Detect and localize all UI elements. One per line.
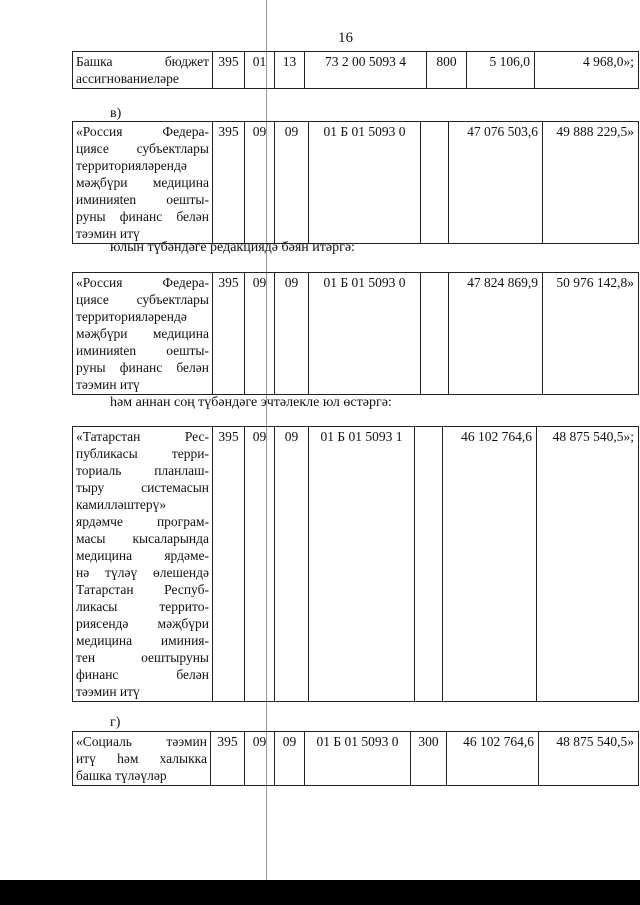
name-line: башка түләүләр (76, 768, 167, 783)
name-line: территорияләрендә (76, 309, 187, 324)
section-marker-v: в) (110, 106, 122, 121)
name-line: мәҗбүри медицина (76, 326, 209, 341)
target-article-cell: 01 Б 01 5093 1 (309, 427, 415, 702)
name-line: публикасы терри- (76, 446, 209, 461)
expense-type-cell (421, 273, 449, 395)
expense-type-cell (421, 122, 449, 244)
page-number: 16 (338, 30, 353, 46)
name-line: территорияләрендә (76, 158, 187, 173)
expense-type-cell: 800 (427, 52, 467, 89)
target-article-cell: 73 2 00 5093 4 (305, 52, 427, 89)
ministry-code-cell: 395 (213, 427, 245, 702)
name-line: риясендә мәҗбүри (76, 616, 209, 631)
name-line: руны финанс белән (76, 360, 209, 375)
table-row (73, 52, 639, 89)
section-code-cell: 09 (245, 122, 275, 244)
row-name-cell (73, 273, 213, 395)
name-line: камилләштерү» (76, 497, 167, 512)
name-line: нә түләү өлешендә (76, 565, 209, 580)
ministry-code-cell: 395 (213, 122, 245, 244)
table-row (73, 122, 639, 244)
name-line: «Социаль тәэмин (76, 734, 207, 749)
name-line: иминияten оешты- (76, 343, 209, 358)
amount-year1-cell: 47 076 503,6 (449, 122, 543, 244)
name-line: мәҗбүри медицина (76, 175, 209, 190)
name-line: тәэмин итү (76, 684, 140, 699)
row-name-cell (73, 732, 211, 786)
budget-table-top (72, 51, 639, 89)
name-line: медицина ярдәме- (76, 548, 209, 563)
name-line: тәэмин итү (76, 226, 140, 241)
ministry-code-cell: 395 (211, 732, 245, 786)
name-line: Татарстан Респуб- (76, 582, 209, 597)
amount-year2-cell: 48 875 540,5»; (537, 427, 639, 702)
name-line: тыру системасын (76, 480, 209, 495)
table-row (73, 732, 639, 786)
name-line: итү һәм халыкка (76, 751, 207, 766)
name-line: ликасы террито- (76, 599, 209, 614)
ministry-code-cell: 395 (213, 52, 245, 89)
amount-year2-cell: 48 875 540,5» (539, 732, 639, 786)
target-article-cell: 01 Б 01 5093 0 (309, 273, 421, 395)
budget-table-v-old (72, 121, 639, 244)
amount-year1-cell: 5 106,0 (467, 52, 535, 89)
subsection-code-cell: 09 (275, 427, 309, 702)
expense-type-cell (415, 427, 443, 702)
amount-year1-cell: 46 102 764,6 (443, 427, 537, 702)
amount-year2-cell: 50 976 142,8» (543, 273, 639, 395)
name-line: ярдәмче програм- (76, 514, 209, 529)
name-line: циясе субъектлары (76, 292, 209, 307)
name-line: медицина иминия- (76, 633, 209, 648)
section-code-cell: 09 (245, 732, 275, 786)
name-line: тәэмин итү (76, 377, 140, 392)
name-line: «Россия Федера- (76, 124, 209, 139)
name-line: руны финанс белән (76, 209, 209, 224)
amount-year2-cell: 49 888 229,5» (543, 122, 639, 244)
section-code-cell: 01 (245, 52, 275, 89)
row-name-cell (73, 122, 213, 244)
target-article-cell: 01 Б 01 5093 0 (305, 732, 411, 786)
subsection-code-cell: 09 (275, 732, 305, 786)
subsection-code-cell: 13 (275, 52, 305, 89)
name-line: ториаль планлаш- (76, 463, 209, 478)
name-line: «Татарстан Рес- (76, 429, 209, 444)
row-name-cell (73, 427, 213, 702)
table-row (73, 427, 639, 702)
subsection-code-cell: 09 (275, 273, 309, 395)
amount-year1-cell: 47 824 869,9 (449, 273, 543, 395)
section-marker-g: г) (110, 715, 121, 730)
section-code-cell: 09 (245, 273, 275, 395)
instruction-add: һәм аннан соң түбәндәге эчтәлекле юл өстәргә: (110, 395, 392, 410)
name-line: масы кысаларында (76, 531, 209, 546)
budget-table-v-added (72, 426, 639, 702)
target-article-cell: 01 Б 01 5093 0 (309, 122, 421, 244)
subsection-code-cell: 09 (275, 122, 309, 244)
amount-year1-cell: 46 102 764,6 (447, 732, 539, 786)
amount-year2-cell: 4 968,0»; (535, 52, 639, 89)
expense-type-cell: 300 (411, 732, 447, 786)
section-code-cell: 09 (245, 427, 275, 702)
ministry-code-cell: 395 (213, 273, 245, 395)
name-line: тен оештыруны (76, 650, 209, 665)
name-line: «Россия Федера- (76, 275, 209, 290)
name-line: финанс белән (76, 667, 209, 682)
name-line: циясе субъектлары (76, 141, 209, 156)
budget-table-g (72, 731, 639, 786)
budget-table-v-new (72, 272, 639, 395)
instruction-replace: юлын түбәндәге редакциядә бәян итәргә: (110, 240, 355, 255)
scan-bottom-border (0, 880, 640, 905)
name-line: иминияten оешты- (76, 192, 209, 207)
name-line: ассигнованиеләре (76, 71, 179, 86)
name-line: Башка бюджет (76, 54, 209, 69)
table-row (73, 273, 639, 395)
row-name-cell (73, 52, 213, 89)
